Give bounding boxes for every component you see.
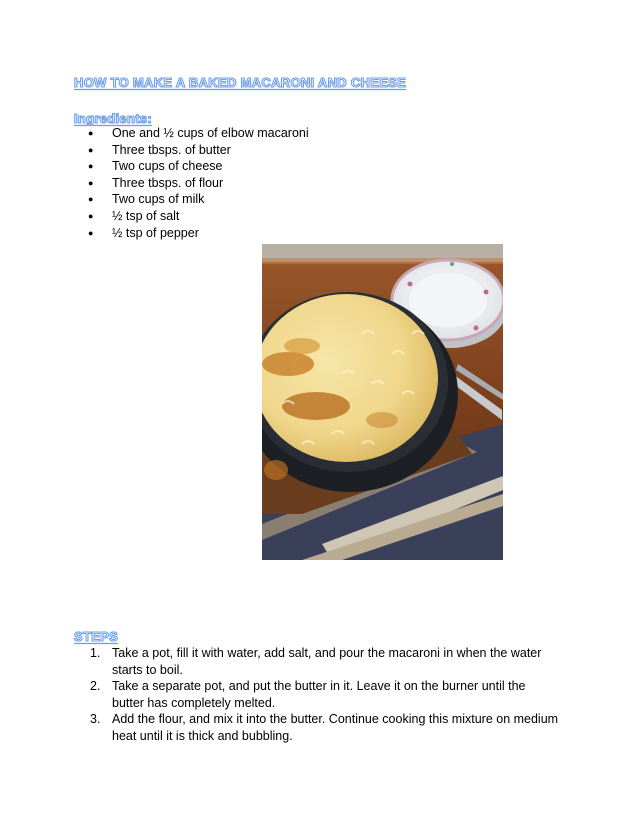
list-item	[90, 711, 560, 744]
list-item: ● Two cups of cheese	[88, 158, 309, 175]
list-item: ● Two cups of milk	[88, 191, 309, 208]
ingredients-list	[88, 125, 309, 241]
step-text: Add the flour, and mix it into the butter. Continue cooking this mixture on medium heat until it is thick and bubbling.	[112, 712, 559, 743]
steps-list	[90, 645, 560, 745]
step-number: 2.	[90, 679, 101, 694]
list-item: ● Three tbsps. of flour	[88, 175, 309, 192]
list-item	[90, 678, 560, 711]
step-number: 3.	[90, 712, 101, 727]
step-text: Take a pot, fill it with water, add salt, and pour the macaroni in when the water starts to boil.	[112, 646, 542, 677]
steps-heading: STEPS	[74, 629, 119, 644]
list-item: ● ½ tsp of pepper	[88, 225, 309, 242]
list-item: ● One and ½ cups of elbow macaroni	[88, 125, 309, 142]
document-title: HOW TO MAKE A BAKED MACARONI AND CHEESE	[74, 75, 407, 90]
list-item	[90, 645, 560, 678]
list-item: ● ½ tsp of salt	[88, 208, 309, 225]
mac-and-cheese-photo	[262, 244, 503, 560]
list-item: ● Three tbsps. of butter	[88, 142, 309, 159]
ingredients-heading: Ingredients:	[74, 111, 152, 126]
step-text: Take a separate pot, and put the butter in it. Leave it on the burner until the butter has completely melted.	[112, 679, 526, 710]
step-number: 1.	[90, 646, 101, 660]
